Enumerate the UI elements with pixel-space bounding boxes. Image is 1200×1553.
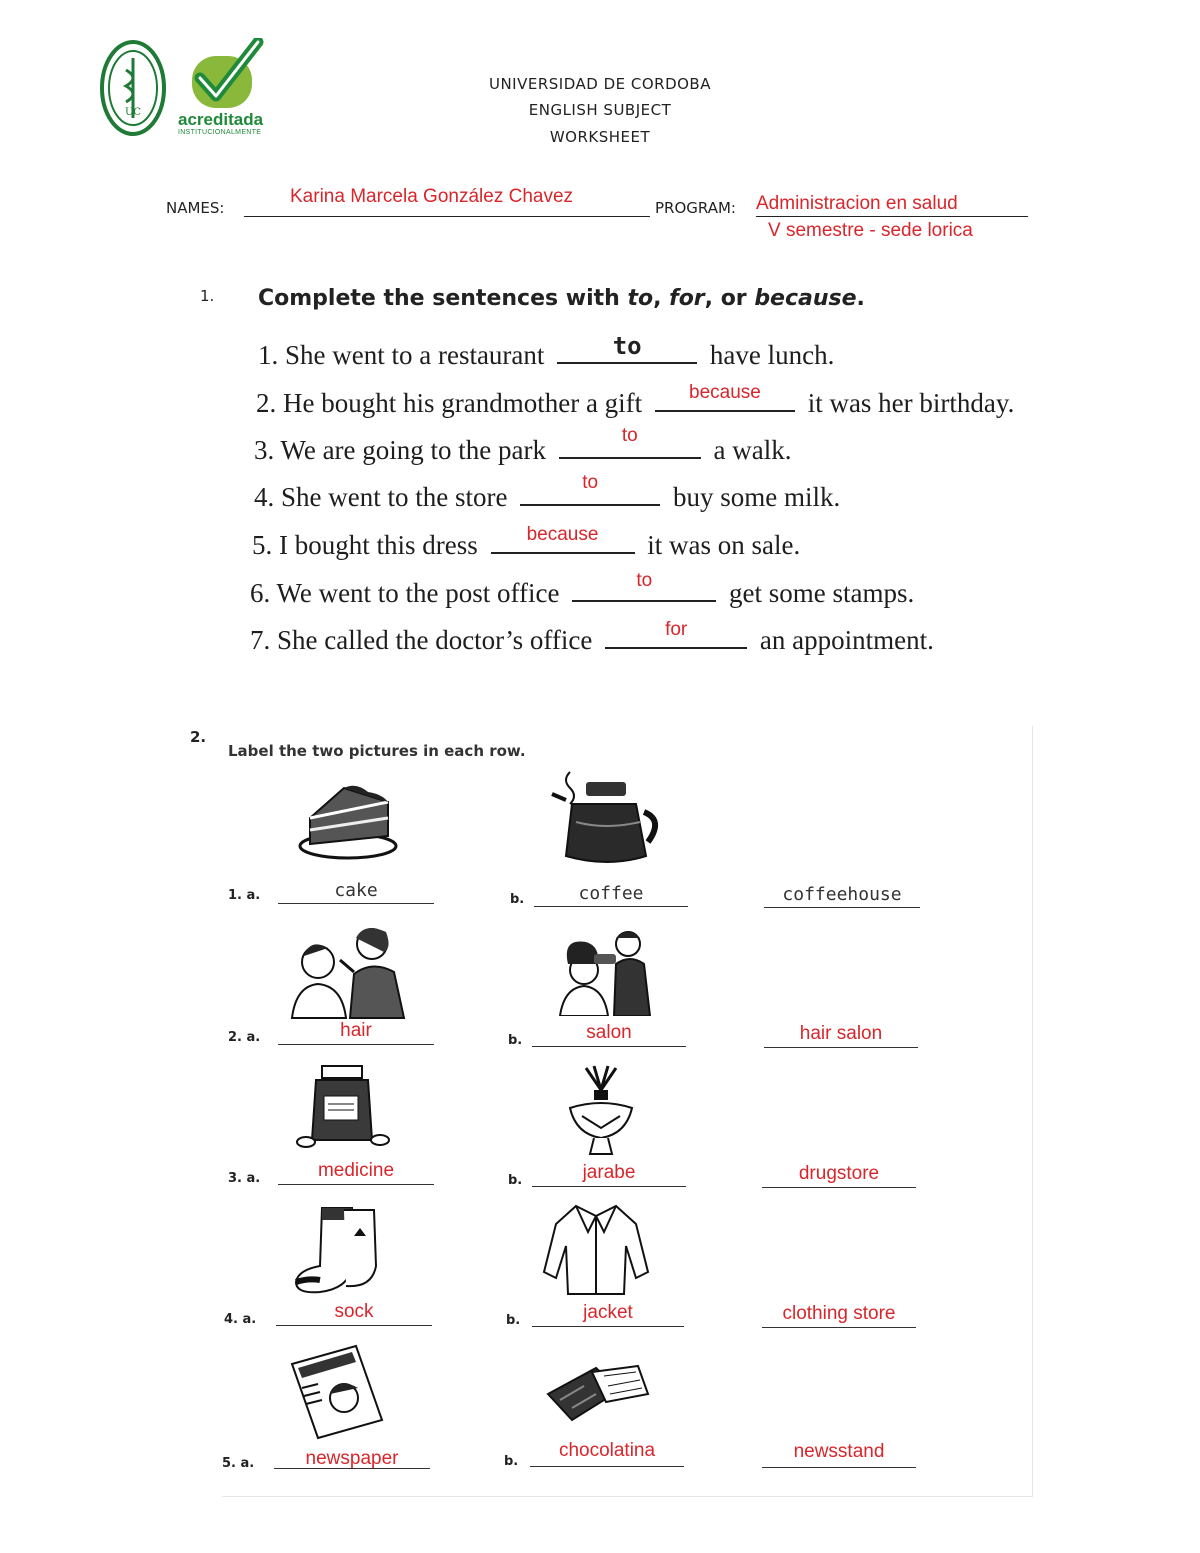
answer-blank[interactable] [605,619,747,649]
accreditation-logo-text: acreditada [178,110,264,129]
row-1-b-label: b. [510,892,525,907]
sentence-after: it was her birthday. [807,388,1015,418]
sentence-1 [258,332,835,371]
sentence-number: 2. [256,388,277,418]
a-label: a. [246,1030,261,1045]
instruction-sep2: , or [704,286,755,311]
answer-text: for [665,619,688,640]
sentence-before: I bought this dress [279,530,478,560]
answer-text: hair salon [799,1023,883,1044]
sentence-before: She went to a restaurant [285,340,545,370]
sentence-before: She called the doctor’s office [277,625,593,655]
accreditation-logo-subtext: INSTITUCIONALMENTE [178,129,262,136]
row-2-c-answer[interactable] [764,1023,918,1048]
worksheet-title: WORKSHEET [549,128,651,146]
names-line [244,216,650,217]
row-2-a-answer[interactable] [278,1020,434,1045]
coffeepot-picture [548,764,664,873]
sentence-before: She went to the store [281,482,508,512]
magazine-picture [288,1344,386,1445]
sock-picture [292,1206,380,1301]
program-value[interactable]: Administracion en salud [756,193,958,214]
answer-text: because [689,382,761,403]
answer-text: medicine [317,1160,395,1181]
a-label: a. [240,1456,255,1471]
medicine-jar-picture [296,1062,390,1157]
row-number: 3. [228,1171,242,1186]
svg-text:UC: UC [124,107,142,118]
sentence-6 [250,570,915,609]
instruction-text: Complete the sentences with [258,286,628,311]
row-5-b-answer[interactable] [530,1440,684,1467]
answer-blank[interactable] [520,472,660,506]
sentence-number: 4. [254,482,275,512]
answer-text: hair [340,1020,372,1041]
answer-text: chocolatina [558,1440,656,1461]
row-5-b-label: b. [504,1454,519,1469]
row-4-c-answer[interactable] [762,1303,916,1328]
row-number: 2. [228,1030,242,1045]
sentence-after: get some stamps. [729,578,915,608]
chocolate-bar-picture [544,1364,650,1431]
sentence-3 [254,425,792,466]
section1-number: 1. [200,287,215,305]
hairdryer-picture [542,924,662,1021]
row-4-a-label [224,1312,256,1327]
row-1-c-answer[interactable] [764,884,920,908]
row-5-c-answer[interactable] [762,1441,916,1468]
answer-text: clothing store [782,1303,896,1324]
row-4-b-label: b. [506,1313,521,1328]
sentence-number: 1. [258,340,279,370]
answer-text: to [612,332,642,360]
row-1-b-answer[interactable] [534,883,688,907]
sentence-after: have lunch. [709,340,835,370]
sentence-after: buy some milk. [672,482,841,512]
row-number: 5. [222,1456,236,1471]
section2-instruction: Label the two pictures in each row. [228,742,526,760]
sentence-2 [256,382,1015,419]
answer-text: newspaper [305,1448,399,1469]
answer-blank[interactable] [655,382,795,412]
sentence-7 [250,619,934,656]
sentence-after: a walk. [713,435,792,465]
answer-text: to [636,570,653,591]
answer-text: jacket [583,1302,633,1323]
perfume-bottle-picture [564,1064,638,1163]
answer-text: drugstore [798,1163,880,1184]
cake-picture [296,778,400,867]
answer-text: newsstand [793,1441,885,1462]
sentence-after: an appointment. [759,625,934,655]
sentence-number: 5. [252,530,273,560]
row-2-a-label [228,1030,260,1045]
row-1-a-label [228,888,260,903]
a-label: a. [246,888,261,903]
sentence-number: 6. [250,578,271,608]
a-label: a. [246,1171,261,1186]
program-line [756,216,1028,217]
sentence-number: 3. [254,435,275,465]
sentence-before: We are going to the park [280,435,546,465]
section1-instruction [258,286,865,311]
row-3-a-answer[interactable] [278,1160,434,1185]
subject-title: ENGLISH SUBJECT [528,101,672,119]
sentence-before: He bought his grandmother a gift [283,388,643,418]
university-title: UNIVERSIDAD DE CORDOBA [488,75,711,93]
row-2-b-label: b. [508,1033,523,1048]
sentence-4 [254,472,841,513]
row-4-a-answer[interactable] [276,1301,432,1326]
answer-blank[interactable] [572,570,716,602]
row-3-b-answer[interactable] [532,1162,686,1187]
row-3-a-label [228,1171,260,1186]
instruction-because: because [754,286,857,311]
jacket-picture [540,1202,652,1303]
row-number: 1. [228,888,242,903]
sentence-before: We went to the post office [276,578,560,608]
instruction-to: to [627,286,654,311]
answer-blank[interactable] [491,524,635,554]
instruction-sep1: , [653,286,670,311]
row-5-a-answer[interactable] [274,1448,430,1469]
section2-number: 2. [190,728,207,746]
instruction-for: for [669,286,705,311]
answer-text: because [526,524,599,545]
answer-text: to [582,472,599,493]
sentence-5 [252,524,801,561]
row-5-a-label [222,1456,254,1471]
instruction-end: . [856,286,865,311]
row-4-b-answer[interactable] [532,1302,684,1327]
answer-text: jarabe [582,1162,636,1183]
answer-text: cake [334,880,378,901]
program-value-2[interactable]: V semestre - sede lorica [768,220,973,241]
names-value[interactable]: Karina Marcela González Chavez [290,186,574,207]
row-1-a-answer[interactable] [278,880,434,904]
answer-text: coffeehouse [782,884,902,905]
answer-text: to [621,425,638,446]
sentence-number: 7. [250,625,271,655]
haircut-picture [286,920,412,1025]
sentence-after: it was on sale. [647,530,801,560]
a-label: a. [242,1312,257,1327]
answer-text: salon [586,1022,632,1043]
row-2-b-answer[interactable] [532,1022,686,1047]
answer-blank[interactable] [557,332,697,364]
names-label: NAMES: [166,199,225,217]
program-label: PROGRAM: [655,199,736,217]
answer-blank[interactable] [559,425,701,459]
row-3-b-label: b. [508,1173,523,1188]
row-3-c-answer[interactable] [762,1163,916,1188]
answer-text: sock [334,1301,374,1322]
answer-text: coffee [578,883,644,904]
row-number: 4. [224,1312,238,1327]
